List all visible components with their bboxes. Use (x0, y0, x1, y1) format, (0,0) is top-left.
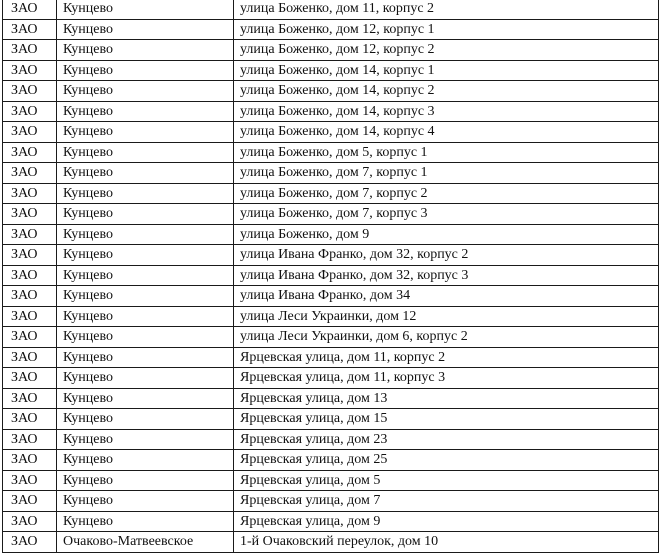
table-row (3, 450, 659, 471)
table-row (3, 286, 659, 307)
table-row (3, 122, 659, 143)
okrug-cell: ЗАО (3, 388, 57, 409)
district-cell: Кунцево (57, 491, 234, 512)
table-row (3, 429, 659, 450)
district-cell: Кунцево (57, 183, 234, 204)
district-cell: Кунцево (57, 265, 234, 286)
table-row (3, 245, 659, 266)
okrug-cell: ЗАО (3, 532, 57, 553)
table-row (3, 101, 659, 122)
okrug-cell: ЗАО (3, 60, 57, 81)
table-row (3, 204, 659, 225)
table-row (3, 142, 659, 163)
okrug-cell: ЗАО (3, 122, 57, 143)
district-cell: Кунцево (57, 142, 234, 163)
district-cell: Кунцево (57, 409, 234, 430)
address-table (2, 0, 659, 553)
district-cell: Кунцево (57, 286, 234, 307)
okrug-cell: ЗАО (3, 306, 57, 327)
okrug-cell: ЗАО (3, 491, 57, 512)
table-row (3, 0, 659, 19)
okrug-cell: ЗАО (3, 0, 57, 19)
district-cell: Кунцево (57, 60, 234, 81)
district-cell: Кунцево (57, 511, 234, 532)
address-cell: улица Боженко, дом 12, корпус 1 (234, 19, 659, 40)
address-cell: улица Леси Украинки, дом 12 (234, 306, 659, 327)
okrug-cell: ЗАО (3, 183, 57, 204)
district-cell: Кунцево (57, 101, 234, 122)
address-cell: Ярцевская улица, дом 25 (234, 450, 659, 471)
address-cell: улица Боженко, дом 14, корпус 3 (234, 101, 659, 122)
district-cell: Кунцево (57, 204, 234, 225)
address-cell: Ярцевская улица, дом 23 (234, 429, 659, 450)
okrug-cell: ЗАО (3, 286, 57, 307)
table-row (3, 40, 659, 61)
district-cell: Кунцево (57, 40, 234, 61)
okrug-cell: ЗАО (3, 19, 57, 40)
okrug-cell: ЗАО (3, 327, 57, 348)
table-row (3, 409, 659, 430)
table-row (3, 347, 659, 368)
address-cell: Ярцевская улица, дом 9 (234, 511, 659, 532)
table-row (3, 470, 659, 491)
district-cell: Кунцево (57, 327, 234, 348)
okrug-cell: ЗАО (3, 429, 57, 450)
table-row (3, 81, 659, 102)
okrug-cell: ЗАО (3, 368, 57, 389)
table-row (3, 511, 659, 532)
okrug-cell: ЗАО (3, 204, 57, 225)
address-cell: улица Боженко, дом 9 (234, 224, 659, 245)
address-cell: улица Боженко, дом 14, корпус 4 (234, 122, 659, 143)
okrug-cell: ЗАО (3, 450, 57, 471)
okrug-cell: ЗАО (3, 163, 57, 184)
district-cell: Кунцево (57, 470, 234, 491)
okrug-cell: ЗАО (3, 142, 57, 163)
address-cell: улица Леси Украинки, дом 6, корпус 2 (234, 327, 659, 348)
address-cell: улица Боженко, дом 7, корпус 1 (234, 163, 659, 184)
address-cell: Ярцевская улица, дом 11, корпус 2 (234, 347, 659, 368)
table-row (3, 368, 659, 389)
okrug-cell: ЗАО (3, 347, 57, 368)
district-cell: Кунцево (57, 429, 234, 450)
district-cell: Кунцево (57, 347, 234, 368)
table-row (3, 163, 659, 184)
address-cell: улица Боженко, дом 7, корпус 3 (234, 204, 659, 225)
district-cell: Кунцево (57, 81, 234, 102)
okrug-cell: ЗАО (3, 40, 57, 61)
address-table-body (3, 0, 659, 552)
address-cell: улица Боженко, дом 5, корпус 1 (234, 142, 659, 163)
okrug-cell: ЗАО (3, 245, 57, 266)
address-cell: улица Боженко, дом 7, корпус 2 (234, 183, 659, 204)
okrug-cell: ЗАО (3, 81, 57, 102)
table-row (3, 327, 659, 348)
table-row (3, 19, 659, 40)
address-cell: улица Боженко, дом 12, корпус 2 (234, 40, 659, 61)
table-row (3, 224, 659, 245)
okrug-cell: ЗАО (3, 265, 57, 286)
address-cell: улица Ивана Франко, дом 32, корпус 3 (234, 265, 659, 286)
address-cell: Ярцевская улица, дом 13 (234, 388, 659, 409)
district-cell: Очаково-Матвеевское (57, 532, 234, 553)
address-cell: улица Ивана Франко, дом 34 (234, 286, 659, 307)
okrug-cell: ЗАО (3, 409, 57, 430)
district-cell: Кунцево (57, 163, 234, 184)
table-row (3, 265, 659, 286)
district-cell: Кунцево (57, 368, 234, 389)
district-cell: Кунцево (57, 0, 234, 19)
address-cell: Ярцевская улица, дом 15 (234, 409, 659, 430)
okrug-cell: ЗАО (3, 224, 57, 245)
address-cell: Ярцевская улица, дом 7 (234, 491, 659, 512)
table-row (3, 60, 659, 81)
okrug-cell: ЗАО (3, 101, 57, 122)
table-row (3, 491, 659, 512)
district-cell: Кунцево (57, 245, 234, 266)
district-cell: Кунцево (57, 306, 234, 327)
district-cell: Кунцево (57, 224, 234, 245)
okrug-cell: ЗАО (3, 470, 57, 491)
address-cell: Ярцевская улица, дом 11, корпус 3 (234, 368, 659, 389)
address-cell: улица Боженко, дом 14, корпус 2 (234, 81, 659, 102)
district-cell: Кунцево (57, 450, 234, 471)
okrug-cell: ЗАО (3, 511, 57, 532)
district-cell: Кунцево (57, 122, 234, 143)
district-cell: Кунцево (57, 388, 234, 409)
district-cell: Кунцево (57, 19, 234, 40)
address-cell: 1-й Очаковский переулок, дом 10 (234, 532, 659, 553)
address-cell: Ярцевская улица, дом 5 (234, 470, 659, 491)
address-cell: улица Боженко, дом 14, корпус 1 (234, 60, 659, 81)
table-row (3, 532, 659, 553)
address-cell: улица Боженко, дом 11, корпус 2 (234, 0, 659, 19)
table-row (3, 306, 659, 327)
table-row (3, 183, 659, 204)
table-row (3, 388, 659, 409)
address-cell: улица Ивана Франко, дом 32, корпус 2 (234, 245, 659, 266)
